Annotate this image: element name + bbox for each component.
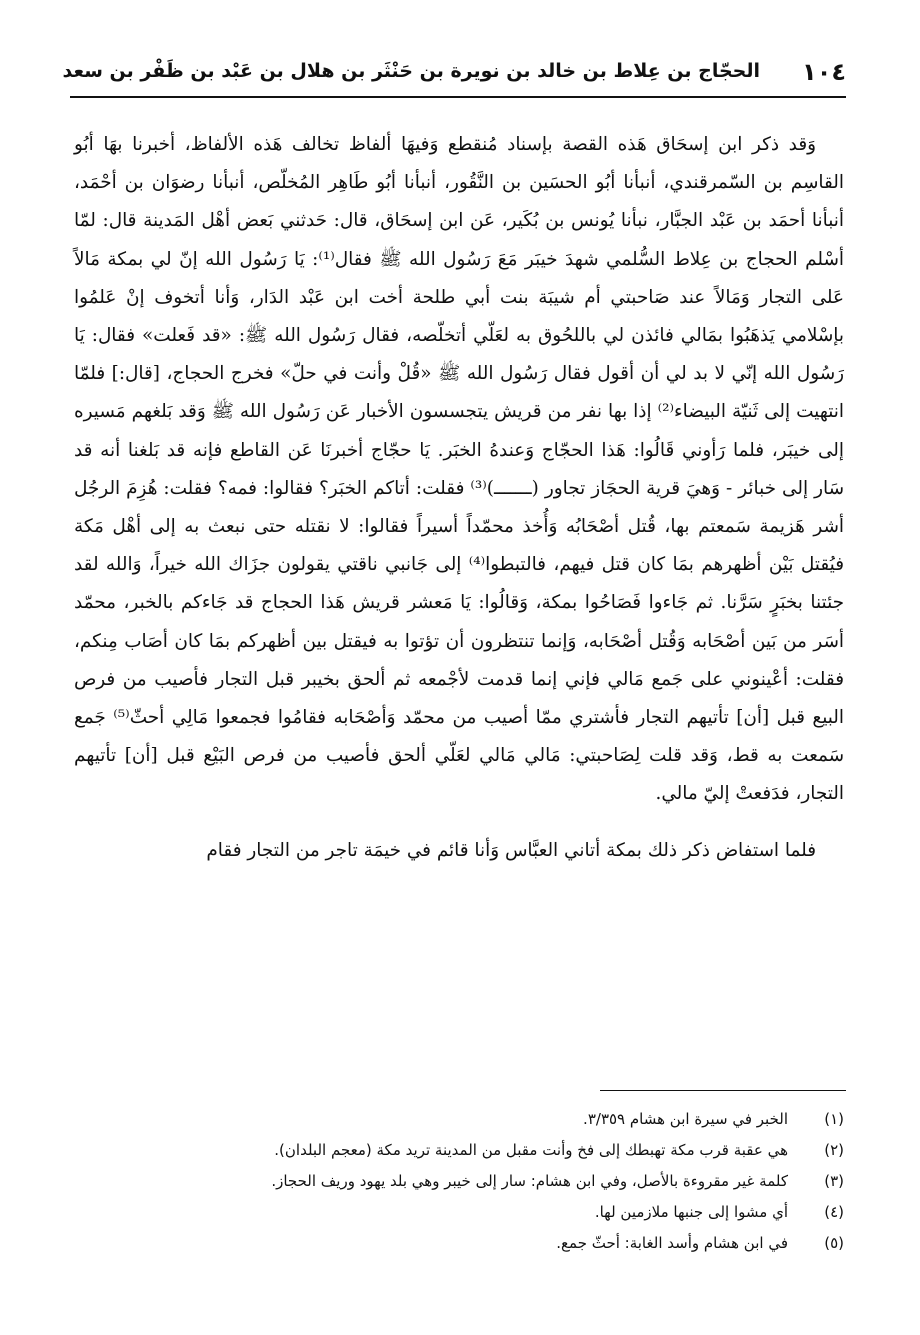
header-divider [70, 96, 846, 98]
footnote-number: (٤) [824, 1203, 844, 1221]
footnote-number: (٣) [824, 1172, 844, 1190]
paragraph: وَقد ذكر ابن إسحَاق هَذه القصة بإسناد مُنقطع وَفيهَا ألفاظ تخالف هَذه الألفاظ، أخبرنا بهَا أبُو القاسِم بن السّمرقندي، أنبأنا أبُو الحسَين بن النَّقُور، أنبأنا أبُو طَاهِر المُخلّص، أنبأنا رضوَان بن أحْمَد، أنبأنا أحمَد بن عَبْد الجبَّار، نبأنا يُونس بن بُكَير، عَن ابن إسحَاق، قال: حَدثني بَعض أهْل المَدينة قال: لمّا أسْلم الحجاج بن عِلاط السُّلمي شهدَ خيبَر مَعَ رَسُول الله ﷺ فقال⁽¹⁾: يَا رَسُول الله إنّ لي بمكة مَالاً عَلى التجار وَمَالاً عند صَاحبتي أم شيبَة بنت أبي طلحة أخت ابن عَبْد الدَار، وَأنا أتخوف إنْ عَلمُوا بإسْلامي يَذهَبُوا بمَالي فائذن لي باللحُوق به لعَلّي أتخلّصه، فقال رَسُول الله ﷺ: «قد فَعلت» فقال: يَا رَسُول الله إنّي لا بد لي أن أقول فقال رَسُول الله ﷺ «قُلْ وأنت في حلّ» فخرج الحجاج، [قال:] فلمّا انتهيت إلى ثَنيّة البيضاء⁽²⁾ إذا بها نفر من قريش يتجسسون الأخبار عَن رَسُول الله ﷺ وَقد بَلغهم مَسيره إلى خيبَر، فلما رَأوني قَالُوا: هَذا الحجّاج وَعندهُ الخبَر. يَا حجّاج أخبرنَا عَن القاطع فإنه قد بَلغنا أنه قد سَار إلى خبائر - وَهيَ قرية الحجَاز تجاور (ـــــــ)⁽³⁾ فقلت: أتاكم الخبَر؟ فقالوا: فمه؟ فقلت: هُزِمَ الرجُل أشر هَزيمة سَمعتم بها، قُتل أصْحَابُه وَأُخذ محمّداً أسيراً فقالوا: لا نقتله حتى نبعث به إلى أهْل مَكة فيُقتل بَيْن أظهرهم بمَا كان قتل فيهم، فالتبطوا⁽⁴⁾ إلى جَانبي ناقتي يقولون جزَاك الله خيراً، وَالله لقد جئتنا بخبَرٍ سَرَّنا. ثم جَاءوا فَصَاحُوا بمكة، وَقالُوا: يَا مَعشر قريش هَذا الحجاج قد جَاءكم بالخبر، محمّد أسَر من بَين أصْحَابه وَقُتل أصْحَابه، وَإنما تنتظرون أن تؤتوا به فيقتل بين أظهركم بمَا كان أصَاب مِنكم، فقلت: أعْينوني على جَمع مَالي فإني إنما قدمت لأجْمعه ثم ألحق بخيبر قبل التجار فأصيب من فرص البيع قبل [أن] تأتيهم التجار فأشتري ممّا أصيب من محمّد وَأصْحَابه فقامُوا فجمعوا مَالِي أحثّ⁽⁵⁾ جَمع سَمعت به قط، وَقد قلت لِصَاحبتي: مَالي مَالي لعَلّي ألحق فأصيب من فرص البَيْع قبل [أن] تأتيهم التجار، فدَفعتْ إليّ مالي. [74, 134, 845, 805]
footnote [160, 1166, 844, 1197]
footnote [160, 1135, 844, 1166]
footnote [160, 1228, 844, 1259]
footnote-number: (٢) [824, 1141, 844, 1159]
footnotes [160, 1104, 844, 1259]
page-number: ١٠٤ [802, 58, 846, 86]
running-title: الحجّاج بن عِلاط بن خالد بن نويرة بن حَنْثَر بن هلال بن عَبْد بن ظَفْر بن سعد [62, 60, 760, 82]
footnote [160, 1197, 844, 1228]
footnote-text: كلمة غير مقروءة بالأصل، وفي ابن هشام: سار إلى خيبر وهي بلد يهود وريف الحجاز. [271, 1172, 788, 1190]
footnote-text: الخبر في سيرة ابن هشام ٣/٣٥٩. [583, 1110, 788, 1128]
footnote [160, 1104, 844, 1135]
paragraph: فلما استفاض ذكر ذلك بمكة أتاني العبَّاس وَأنا قائم في خيمَة تاجر من التجار فقام [206, 839, 816, 861]
footnote-text: أي مشوا إلى جنبها ملازمين لها. [594, 1203, 788, 1221]
page-header [62, 52, 846, 92]
main-text [74, 126, 844, 870]
footnote-divider [600, 1090, 846, 1091]
footnote-number: (٥) [824, 1234, 844, 1252]
footnote-text: في ابن هشام وأسد الغابة: أحثّ جمع. [556, 1234, 788, 1252]
footnote-number: (١) [824, 1110, 844, 1128]
footnote-text: هي عقبة قرب مكة تهبطك إلى فخ وأنت مقبل من المدينة تريد مكة (معجم البلدان). [274, 1141, 788, 1159]
